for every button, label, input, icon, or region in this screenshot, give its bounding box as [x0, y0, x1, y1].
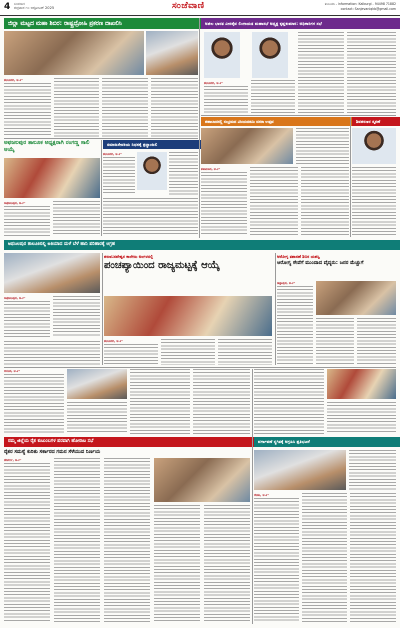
- divider: [4, 138, 198, 139]
- story-text-11b: [54, 458, 100, 623]
- masthead-contact-line: ಕಲಬುರಗಿ - information: Kalburgi - 94498 71882: [324, 2, 396, 6]
- story-text-13d: [350, 493, 396, 623]
- divider: [201, 115, 396, 116]
- portrait-1: [204, 32, 240, 78]
- masthead-small-line: ಸಂಜೆವಾಣಿ: [14, 2, 25, 6]
- story-photo-12: [327, 369, 396, 399]
- headline-band-7: ಅಫಜಲಪುರ ತಾಲೂಕಿನಲ್ಲಿ ಅತಿಯಾದ ಮಳೆ ಬೆಳೆ ಹಾನಿ ಪರಿಹಾರಕ್ಕೆ ಆಗ್ರಹ: [4, 240, 400, 250]
- story-text-3b: [53, 201, 100, 236]
- masthead-date: ಶುಕ್ರವಾರ ೧೦ ಅಕ್ಟೋಬರ್ 2025: [14, 6, 55, 10]
- story-text-5b: [201, 172, 247, 236]
- story-text-11a: [4, 463, 50, 623]
- story-text-2d: [347, 32, 396, 114]
- divider: [102, 253, 103, 365]
- headline-band-1: ಜಿಲ್ಲಾ ಮಟ್ಟದ ಮಹಾ ಶಿಬಿರ: ರಾಷ್ಟ್ರದ್ರೋಹಿ ಪ್ರಕರಣ ದಾಖಲಿಸಿ: [4, 18, 202, 29]
- story-text-1d: [151, 78, 198, 137]
- story-text-8c: [218, 339, 272, 365]
- byline-2: ಕಲಬುರಗಿ, ಅ.೯-: [204, 81, 223, 85]
- byline-4: ಕಲಬುರಗಿ, ಅ.೯-: [103, 152, 122, 156]
- story-text-10b: [67, 402, 127, 434]
- headline-10-sub: ರೈತರ ಸಮಸ್ಯೆ ಕುರಿತು ಸರ್ಕಾರದ ಗಮನ ಸೆಳೆಯುವ ನಿರ್ಣಯ: [4, 449, 101, 455]
- story-photo-7: [4, 253, 100, 293]
- story-text-6: [352, 167, 396, 236]
- byline-7: ಅಫಜಲಪುರ, ಅ.೯-: [4, 296, 26, 300]
- story-text-12b: [327, 402, 396, 434]
- byline-1: ಕಲಬುರಗಿ, ಅ.೯-: [4, 78, 23, 82]
- headline-8-main: ಪಂಚಪ್ಯಾಯಿಂದ ರಾಜ್ಯಮಟ್ಟಕ್ಕೆ ಆಯ್ಕೆ: [104, 260, 220, 271]
- portrait-4: [137, 152, 167, 190]
- headline-band-10: ನಮ್ಮ ಜಿಲ್ಲೆಯ ರೈತ ಕುಟುಂಬಗಳ ಪರವಾಗಿ ಹೋರಾಟ ಸಭೆ: [4, 437, 254, 447]
- byline-5: ಶಹಾಬಾದ, ಅ.೯-: [201, 167, 221, 171]
- story-text-11e: [204, 505, 250, 623]
- headline-band-6: ಶಿವಶರಣರ ಸ್ಮರಣೆ: [352, 117, 400, 126]
- story-text-12a: [254, 369, 324, 434]
- headline-9-main: ಆರೋಗ್ಯ ಸೇವೆಗೆ ಮುಂದಾದ ವೈದ್ಯರು: ಜನರ ಮೆಚ್ಚುಗೆ: [277, 260, 364, 266]
- divider: [252, 369, 253, 624]
- story-text-9a: [277, 286, 313, 365]
- story-photo-9: [316, 281, 396, 315]
- portrait-2: [252, 32, 288, 78]
- story-text-2b: [251, 80, 295, 114]
- masthead-logo: ಸಂಜೆವಾಣಿ: [172, 1, 205, 11]
- headline-band-11: ವರ್ಗಾವಣೆ ಸ್ಥಗಿತಕ್ಕೆ ಆಗ್ರಹಿಸಿ ಪ್ರತಿಭಟನೆ: [254, 437, 400, 447]
- story-text-9b: [316, 318, 354, 365]
- story-photo-5: [201, 128, 293, 164]
- story-text-10a: [4, 374, 64, 434]
- masthead: [0, 0, 400, 16]
- story-text-8a: [104, 344, 158, 365]
- byline-9: ಚಿತ್ತಾಪುರ, ಅ.೯-: [277, 281, 296, 285]
- story-photo-11: [154, 458, 250, 502]
- story-text-2a: [204, 86, 248, 114]
- headline-8-kicker: ಶರಣಬಸವೇಶ್ವರ ಕಾಲೇಜು ಅಂಗಳದಲ್ಲಿ: [104, 254, 154, 259]
- story-text-5d: [301, 167, 349, 236]
- headline-band-2: ಅಖಿಲ ಭಾರತ ವೀರಶೈವ ಲಿಂಗಾಯತ ಮಹಾಸಭೆ ಅಧ್ಯಕ್ಷ ಕೃಷ್ಣಕುಮಾರ: ಅಧಿಕಾರಿಗಳ ಸಭೆ: [201, 18, 400, 29]
- masthead-email-line: contact: Sanjevaniqkb@gmail.com: [340, 7, 396, 11]
- headline-band-5: ಶಹಾಬಾದನಲ್ಲಿ ಸಂಭ್ರಮದ ವಿಜಯದಶಮಿ ದಸರಾ ಉತ್ಸವ: [201, 117, 353, 126]
- story-text-7b: [53, 296, 100, 337]
- story-text-10c: [130, 369, 190, 434]
- story-text-11c: [104, 458, 150, 623]
- story-photo-13: [254, 450, 346, 490]
- divider: [350, 117, 351, 237]
- headline-3: ಅಫಜಲಪುರ ತಾಲೂಕ ಅಧ್ಯಕ್ಷರಾಗಿ ರಂಗಣ್ಣ ಸಾಲಿ ಆಯ್ಕೆ: [4, 140, 90, 153]
- story-photo-1: [4, 31, 144, 75]
- story-text-5a: [296, 128, 349, 164]
- story-text-3a: [4, 206, 50, 236]
- byline-10a: ಆಳಂದ, ಅ.೯-: [4, 369, 21, 373]
- story-text-7a: [4, 301, 50, 337]
- story-text-11d: [154, 505, 200, 623]
- divider: [199, 18, 200, 238]
- story-text-4b: [169, 152, 198, 195]
- divider: [101, 140, 102, 236]
- byline-3: ಅಫಜಲಪುರ, ಅ.೯-: [4, 201, 26, 205]
- story-text-10d: [193, 369, 250, 434]
- story-text-4c: [103, 198, 198, 236]
- story-text-2c: [298, 32, 344, 114]
- story-text-13b: [254, 498, 299, 623]
- portrait-6: [352, 128, 396, 164]
- story-text-1a: [4, 83, 51, 137]
- byline-10: ಜೇವರ್ಗಿ, ಅ.೯-: [4, 458, 22, 462]
- story-photo-3: [4, 158, 100, 198]
- story-text-13c: [302, 493, 347, 623]
- byline-8: ಕಲಬುರಗಿ, ಅ.೯-: [104, 339, 123, 343]
- story-text-8b: [161, 339, 215, 365]
- story-text-4a: [103, 157, 135, 195]
- story-text-13a: [349, 450, 396, 490]
- divider: [275, 253, 276, 365]
- story-text-9c: [357, 318, 396, 365]
- story-text-5c: [250, 167, 298, 236]
- story-photo-10a: [67, 369, 127, 399]
- byline-11: ಸೇಡಂ, ಅ.೯-: [254, 493, 269, 497]
- story-text-1c: [102, 78, 148, 137]
- story-photo-1b: [146, 31, 198, 75]
- story-text-1b: [54, 78, 99, 137]
- divider: [4, 367, 396, 368]
- headline-band-4: ಸಮಾಜಸೇವಕಿಯ ನಿಧನಕ್ಕೆ ಶ್ರದ್ಧಾಂಜಲಿ: [103, 140, 202, 149]
- story-text-7c: [4, 341, 100, 365]
- headline-9-kicker: ಆರೋಗ್ಯ ತಪಾಸಣೆ ಶಿಬಿರ ಯಶಸ್ವಿ: [277, 254, 320, 259]
- story-photo-8: [104, 296, 272, 336]
- page-number: 4: [4, 2, 11, 12]
